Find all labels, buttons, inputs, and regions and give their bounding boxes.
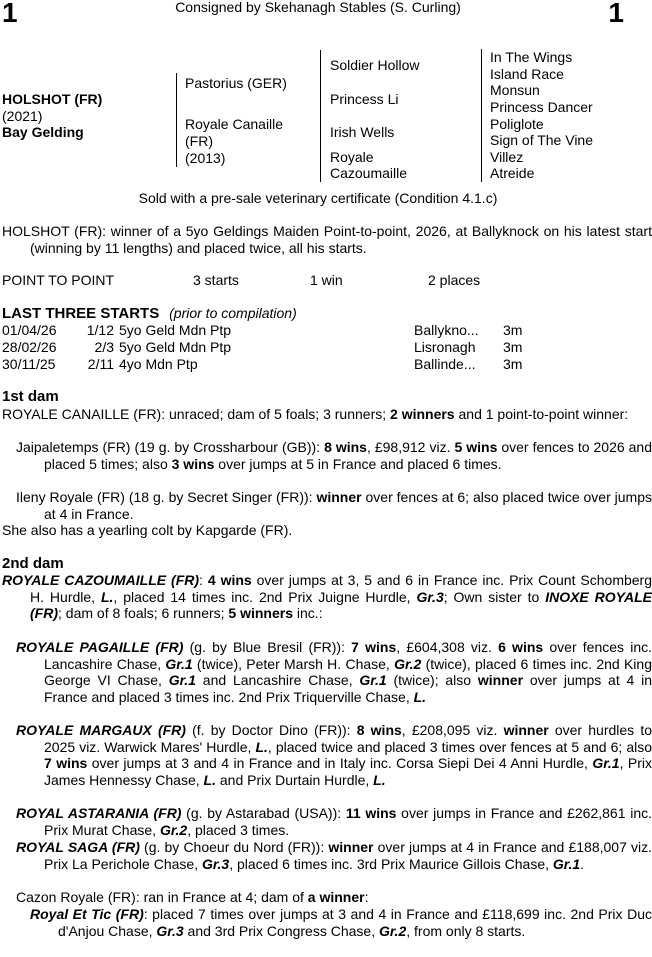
gen3-3: Monsun	[490, 82, 540, 98]
last-three-heading	[2, 305, 297, 322]
gen3-5: Poliglote	[490, 116, 544, 132]
vet-note: Sold with a pre-sale veterinary certificate (Condition 4.1.c)	[138, 190, 498, 206]
row-date: 01/04/26	[2, 322, 57, 338]
second-dam-produce-5: Cazon Royale (FR): ran in France at 4; dam of a winner:	[16, 889, 369, 905]
second-dam-produce-4: ROYAL SAGA (FR) (g. by Choeur du Nord (FR)): winner over jumps at 4 in France and £188,007 viz. Prix La Pericholе Chase, Gr.3, placed 6 times inc. 3rd Prix Maurice Gillois Chase, Gr.1.	[16, 839, 652, 872]
row-position: 2/11	[87, 356, 114, 372]
second-dam-produce-1: ROYALE PAGAILLE (FR) (g. by Blue Bresil (FR)): 7 wins, £604,308 viz. 6 wins over fences inc. Lancashire Chase, Gr.1 (twice), Peter Marsh H. Chase, Gr.2 (twice), placed 6 times inc. 2nd King George VI Chase, Gr.1 and Lancashire Chase, Gr.1 (twice); also winner over jumps at 4 in France and placed 3 times inc. 2nd Prix Triquerville Chase, L.	[16, 639, 652, 705]
first-dam-entry: ROYALE CANAILLE (FR): unraced; dam of 5 foals; 3 runners; 2 winners and 1 point-to-point winner:	[2, 406, 629, 422]
gen3-2: Island Race	[490, 66, 564, 82]
row-race: 5yo Geld Mdn Ptp	[119, 339, 232, 355]
gen3-4: Princess Dancer	[490, 99, 593, 115]
horse-year: (2021)	[2, 108, 43, 124]
first-dam-produce-1: Jaipaletemps (FR) (19 g. by Crossharbour (GB)): 8 wins, £98,912 viz. 5 wins over fences to 2026 and placed 5 times; also 3 wins over jumps at 5 in France and placed 6 times.	[16, 439, 652, 472]
second-dam-line1: Royale	[330, 149, 374, 165]
gen3-7: Villez	[490, 149, 524, 165]
lot-number-right: 1	[608, 0, 624, 28]
record-places: 2 places	[428, 272, 481, 288]
row-race: 4yo Mdn Ptp	[119, 356, 198, 372]
second-dam-entry: ROYALE CAZOUMAILLE (FR): 4 wins over jumps at 3, 5 and 6 in France inc. Prix Count Schomberg H. Hurdle, L., placed 14 times inc. 2nd Prix Juigne Hurdle, Gr.3; Own sister to INOXE ROYALE (FR); dam of 8 foals; 6 runners; 5 winners inc.:	[2, 572, 652, 622]
consignor: Consigned by Skehanagh Stables (S. Curling)	[175, 0, 461, 15]
dam-year: (2013)	[185, 150, 226, 166]
grandproduce-1: Royal Et Tic (FR): placed 7 times over jumps at 3 and 4 in France and £118,699 inc. 2nd Prix Duc d'Anjou Chase, Gr.3 and 3rd Prix Congress Chase, Gr.2, from only 8 starts.	[30, 906, 652, 939]
row-distance: 3m	[503, 339, 523, 355]
record-wins: 1 win	[310, 272, 343, 288]
row-date: 30/11/25	[2, 356, 56, 372]
row-race: 5yo Geld Mdn Ptp	[119, 322, 232, 338]
damsire: Irish Wells	[330, 124, 395, 140]
horse-sex: Bay Gelding	[2, 124, 84, 140]
gen3-1: In The Wings	[490, 49, 573, 65]
gen3-6: Sign of The Vine	[490, 132, 594, 148]
row-course: Lisronagh	[414, 339, 476, 355]
lot-number-left: 1	[2, 0, 18, 28]
record-label: POINT TO POINT	[2, 272, 115, 288]
gen3-8: Atreide	[490, 165, 535, 181]
first-dam-heading: 1st dam	[2, 388, 59, 405]
last-three-note: (prior to compilation)	[169, 305, 297, 321]
row-distance: 3m	[503, 356, 523, 372]
summary: HOLSHOT (FR): winner of a 5yo Geldings Maiden Point-to-point, 2026, at Ballyknock on his latest start (winning by 11 lengths) and placed twice, all his starts.	[2, 223, 652, 256]
row-position: 2/3	[94, 339, 114, 355]
second-dam-heading: 2nd dam	[2, 555, 64, 572]
first-dam-produce-2: Ileny Royale (FR) (18 g. by Secret Singer (FR)): winner over fences at 6; also placed twice over jumps at 4 in France.	[16, 489, 652, 522]
first-dam-yearling: She also has a yearling colt by Kapgarde (FR).	[2, 522, 293, 538]
row-date: 28/02/26	[2, 339, 57, 355]
last-three-title: LAST THREE STARTS	[2, 305, 160, 322]
row-course: Ballykno...	[414, 322, 479, 338]
second-dam-produce-3: ROYAL ASTARANIA (FR) (g. by Astarabad (USA)): 11 wins over jumps in France and £262,861 inc. Prix Murat Chase, Gr.2, placed 3 times.	[16, 805, 652, 838]
grandsire: Soldier Hollow	[330, 57, 420, 73]
sire: Pastorius (GER)	[185, 75, 287, 91]
record-starts: 3 starts	[193, 272, 239, 288]
row-distance: 3m	[503, 322, 523, 338]
granddam-sire-side: Princess Li	[330, 91, 399, 107]
horse-name: HOLSHOT (FR)	[2, 91, 103, 107]
dam-country: (FR)	[185, 133, 213, 149]
row-course: Ballinde...	[414, 356, 476, 372]
second-dam-line2: Cazoumaille	[330, 165, 408, 181]
second-dam-produce-2: ROYALE MARGAUX (FR) (f. by Doctor Dino (FR)): 8 wins, £208,095 viz. winner over hurdles to 2025 viz. Warwick Mares' Hurdle, L., placed twice and placed 3 times over fences at 5 and 6; also 7 wins over jumps at 3 and 4 in France and in Italy inc. Corsa Siepi Dei 4 Anni Hurdle, Gr.1, Prix James Hennessy Chase, L. and Prix Durtain Hurdle, L.	[16, 722, 652, 788]
pedigree-bracket-2	[320, 50, 321, 182]
row-position: 1/12	[86, 322, 114, 338]
pedigree-bracket-3	[481, 49, 482, 182]
dam-name: Royale Canaille	[185, 116, 284, 132]
pedigree-bracket-1	[176, 73, 177, 167]
